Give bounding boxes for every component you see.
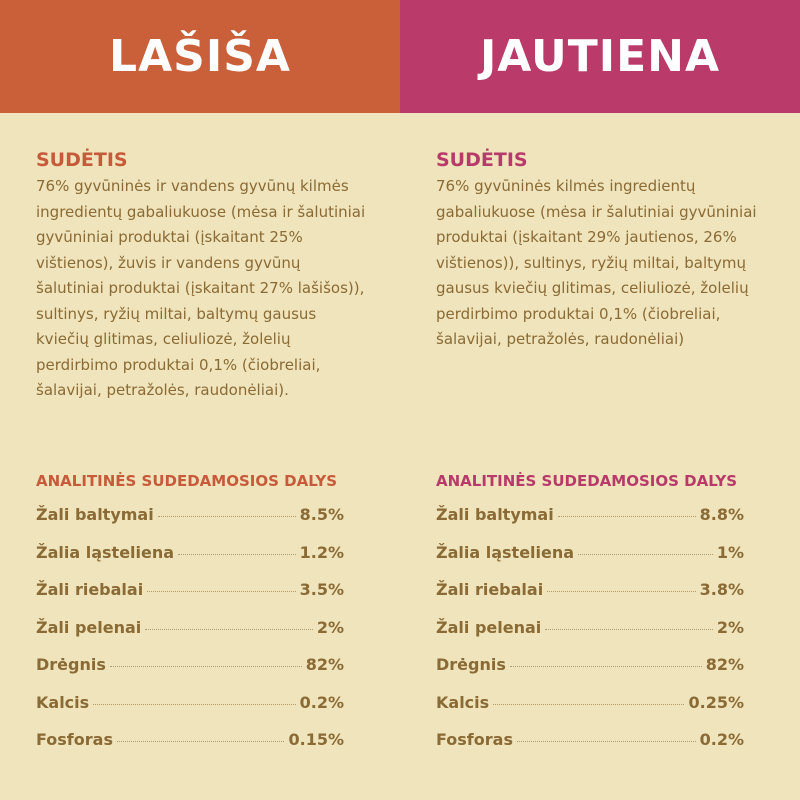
dotted-leader — [93, 704, 295, 705]
analytics-label: Žali baltymai — [36, 505, 154, 524]
analytics-row — [36, 580, 344, 618]
analytics-label: Žalia ląsteliena — [436, 542, 575, 562]
salmon-header — [0, 0, 400, 113]
dotted-leader — [578, 554, 713, 555]
salmon-analytics-title: ANALITINĖS SUDEDAMOSIOS DALYS — [36, 472, 338, 490]
analytics-row — [436, 655, 744, 693]
dotted-leader — [558, 516, 696, 517]
beef-composition-title: SUDĖTIS — [436, 149, 528, 171]
analytics-label: Žali pelenai — [36, 617, 142, 637]
analytics-value: 8.8% — [699, 505, 744, 524]
analytics-value: 3.8% — [699, 580, 744, 599]
dotted-leader — [110, 666, 302, 667]
dotted-leader — [178, 554, 296, 555]
analytics-label: Žali pelenai — [436, 617, 542, 637]
analytics-row — [36, 655, 344, 693]
analytics-row — [436, 580, 744, 618]
analytics-label: Drėgnis — [36, 655, 106, 674]
analytics-value: 82% — [305, 655, 344, 674]
beef-analytics-list — [436, 505, 744, 768]
analytics-row — [36, 505, 344, 543]
beef-title: JAUTIENA — [479, 31, 721, 82]
analytics-label: Fosforas — [436, 730, 513, 749]
analytics-label: Kalcis — [36, 692, 90, 712]
analytics-value: 2% — [316, 617, 344, 637]
analytics-label: Žali baltymai — [436, 505, 554, 524]
analytics-label: Kalcis — [436, 692, 490, 712]
beef-column — [436, 148, 766, 749]
analytics-value: 0.2% — [699, 730, 744, 749]
analytics-value: 8.5% — [299, 505, 344, 524]
dotted-leader — [545, 629, 713, 630]
dotted-leader — [517, 741, 696, 742]
salmon-composition-text: 76% gyvūninės ir vandens gyvūnų kilmės ingredientų gabaliukuose (mėsa ir šalutiniai gyvūniniai produktai (įskaitant 25% vištienos), žuvis ir vandens gyvūnų šalutiniai produktai (įskaitant 27% lašišos)), sultinys, ryžių miltai, baltymų gausus kviečių glitimas, celiuliozė, žolelių perdirbimo produktai 0,1% (čiobreliai, šalavijai, petražolės, raudonėliai). — [36, 177, 366, 399]
analytics-label: Fosforas — [36, 730, 113, 749]
analytics-row — [436, 505, 744, 543]
analytics-label: Žali riebalai — [436, 580, 544, 599]
analytics-row — [436, 693, 744, 731]
salmon-analytics-list — [36, 505, 344, 768]
analytics-value: 1% — [716, 542, 744, 562]
dotted-leader — [493, 704, 684, 705]
dotted-leader — [547, 591, 695, 592]
salmon-title: LAŠIŠA — [109, 31, 291, 82]
analytics-value: 0.2% — [299, 692, 344, 712]
analytics-value: 1.2% — [299, 542, 344, 562]
dotted-leader — [510, 666, 702, 667]
analytics-value: 82% — [705, 655, 744, 674]
analytics-row — [436, 730, 744, 768]
analytics-value: 3.5% — [299, 580, 344, 599]
analytics-row — [36, 693, 344, 731]
salmon-composition-title: SUDĖTIS — [36, 149, 128, 171]
salmon-column — [36, 148, 366, 749]
analytics-value: 0.25% — [688, 692, 744, 712]
beef-header — [400, 0, 800, 113]
analytics-row — [36, 618, 344, 656]
analytics-row — [436, 618, 744, 656]
beef-composition-text: 76% gyvūninės kilmės ingredientų gabaliukuose (mėsa ir šalutiniai gyvūniniai produktai (įskaitant 29% jautienos, 26% vištienos)), sultinys, ryžių miltai, baltymų gausus kviečių glitimas, celiuliozė, žolelių perdirbimo produktai 0,1% (čiobreliai, šalavijai, petražolės, raudonėliai) — [436, 177, 757, 348]
analytics-row — [36, 730, 344, 768]
analytics-label: Žali riebalai — [36, 580, 144, 599]
analytics-label: Drėgnis — [436, 655, 506, 674]
analytics-value: 0.15% — [288, 730, 344, 749]
dotted-leader — [145, 629, 313, 630]
beef-analytics-title: ANALITINĖS SUDEDAMOSIOS DALYS — [436, 472, 738, 490]
dotted-leader — [117, 741, 285, 742]
dotted-leader — [147, 591, 295, 592]
analytics-row — [36, 543, 344, 581]
analytics-value: 2% — [716, 617, 744, 637]
analytics-row — [436, 543, 744, 581]
analytics-label: Žalia ląsteliena — [36, 542, 175, 562]
dotted-leader — [158, 516, 296, 517]
